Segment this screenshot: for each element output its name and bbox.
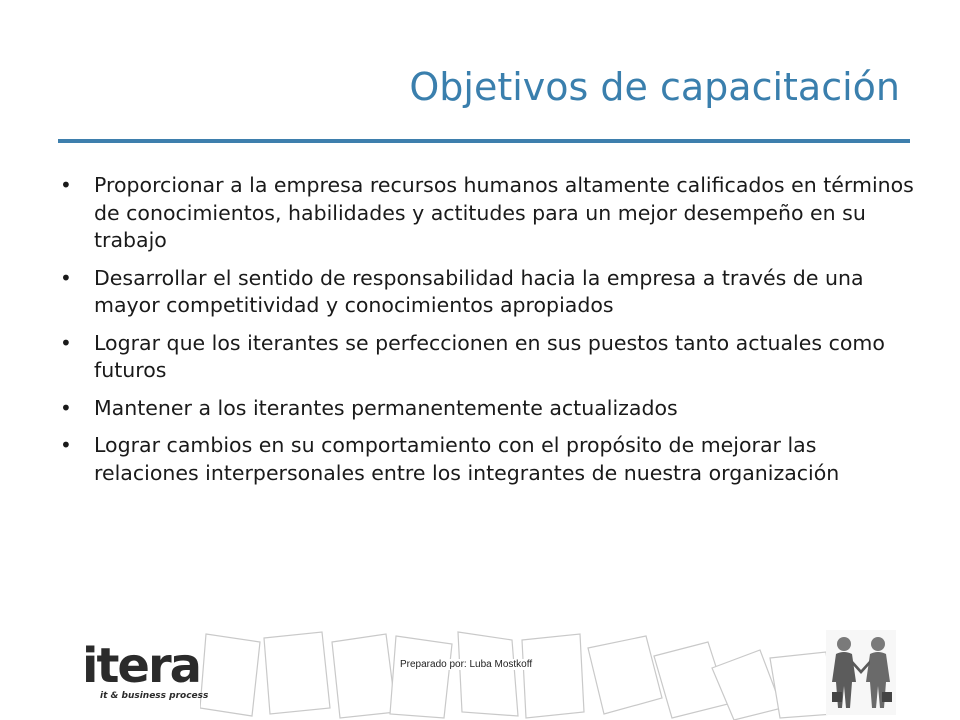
bullet-item: [58, 330, 918, 385]
bullet-text: Proporcionar a la empresa recursos humanos altamente calificados en términos de conocimientos, habilidades y actitudes para un mejor desempeño en su trabajo: [94, 173, 914, 252]
logo-wordmark: itera: [82, 640, 201, 694]
bullet-item: [58, 172, 918, 255]
itera-logo: [80, 640, 230, 702]
bullet-icon: •: [60, 265, 72, 290]
bullet-icon: •: [60, 173, 72, 197]
bullet-text: Lograr cambios en su comportamiento con el propósito de mejorar las relaciones interpersonales entre los integrantes de nuestra organización: [94, 433, 840, 485]
logo-tagline: it & business process: [100, 691, 209, 701]
bullet-item: [58, 395, 918, 423]
slide-title: Objetivos de capacitación: [409, 65, 900, 109]
bullet-text: Lograr que los iterantes se perfeccionen en sus puestos tanto actuales como futuros: [94, 330, 885, 382]
paper-strip-decoration: [200, 628, 840, 720]
title-underline: [58, 139, 910, 143]
bullet-icon: •: [60, 395, 72, 420]
bullet-item: [58, 432, 918, 487]
prepared-by-text: Preparado por: Luba Mostkoff: [400, 659, 533, 670]
handshake-icon: [826, 630, 896, 715]
bullet-list: [58, 172, 918, 497]
bullet-icon: •: [60, 330, 72, 355]
bullet-text: Mantener a los iterantes permanentemente actualizados: [94, 395, 678, 420]
bullet-text: Desarrollar el sentido de responsabilidad hacia la empresa a través de una mayor competitividad y conocimientos apropiados: [94, 265, 864, 317]
bullet-item: [58, 265, 918, 320]
bullet-icon: •: [60, 433, 72, 457]
